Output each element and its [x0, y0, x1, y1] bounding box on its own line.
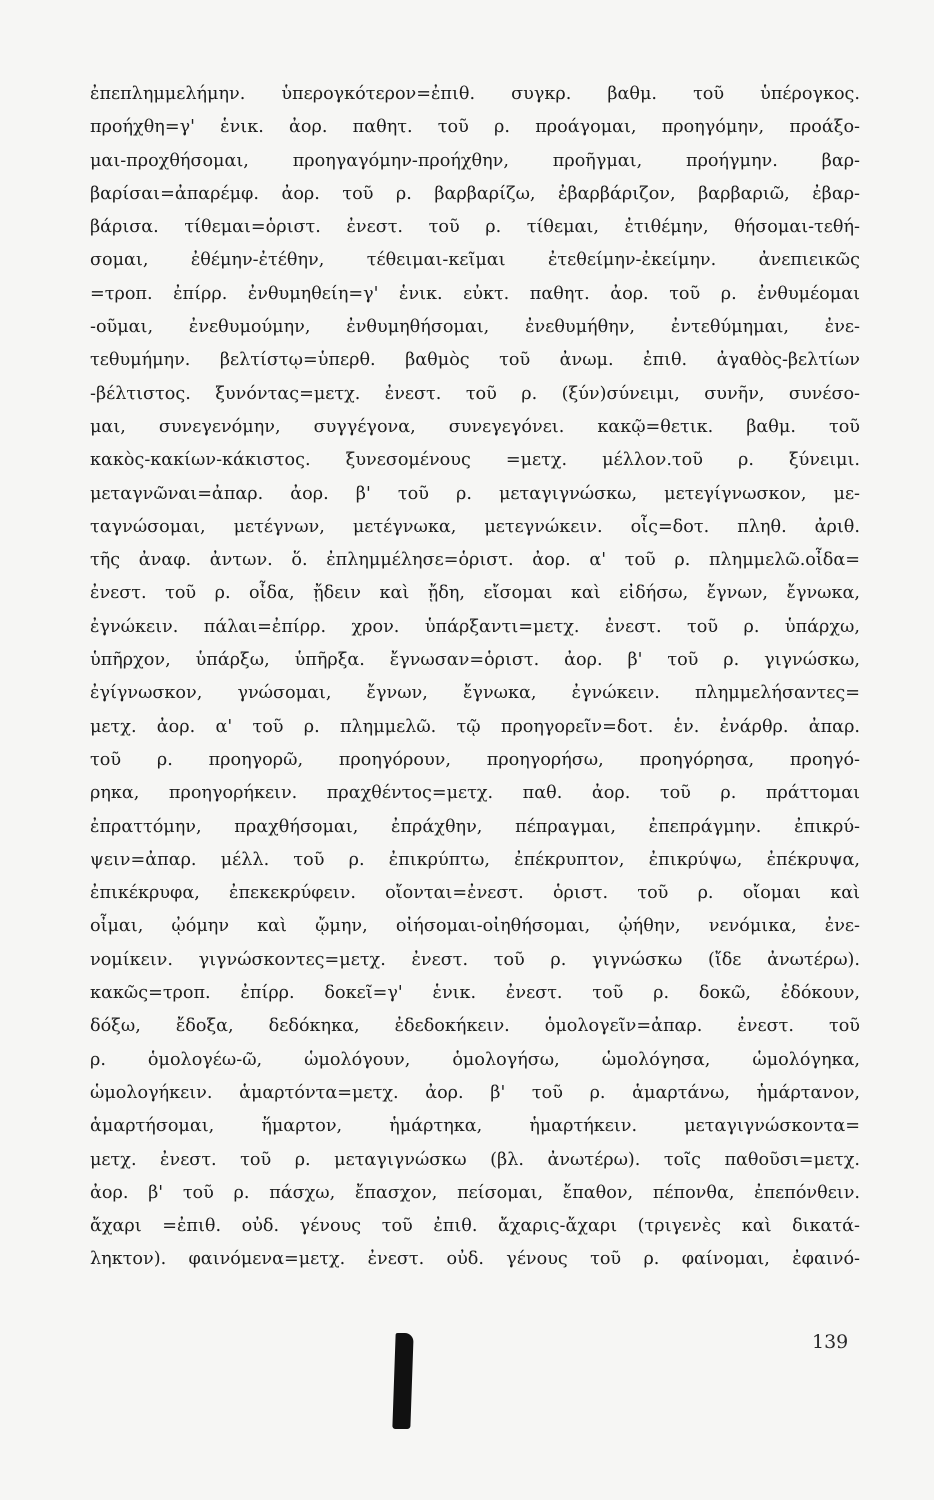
- text-line: δόξω, ἔδοξα, δεδόκηκα, ἐδεδοκήκειν. ὁμολογεῖν=ἀπαρ. ἐνεστ. τοῦ: [90, 1016, 860, 1037]
- text-line: ληκτον). φαινόμενα=μετχ. ἐνεστ. οὐδ. γένους τοῦ ρ. φαίνομαι, ἐφαινό-: [90, 1249, 860, 1270]
- scan-edge-mark: [392, 1333, 413, 1429]
- text-line: ἐπραττόμην, πραχθήσομαι, ἐπράχθην, πέπραγμαι, ἐπεπράγμην. ἐπικρύ-: [90, 816, 860, 837]
- text-line: τοῦ ρ. προηγορῶ, προηγόρουν, προηγορήσω, προηγόρησα, προηγό-: [90, 749, 860, 770]
- text-line: -βέλτιστος. ξυνόντας=μετχ. ἐνεστ. τοῦ ρ. (ξύν)σύνειμι, συνῆν, συνέσο-: [90, 383, 860, 404]
- text-line: νομίκειν. γιγνώσκοντες=μετχ. ἐνεστ. τοῦ ρ. γιγνώσκω (ἴδε ἀνωτέρω).: [90, 949, 860, 970]
- text-line: μαι, συνεγενόμην, συγγέγονα, συνεγεγόνει. κακῷ=θετικ. βαθμ. τοῦ: [90, 416, 860, 437]
- text-line: ἐπικέκρυφα, ἐπεκεκρύφειν. οἴονται=ἐνεστ. ὁριστ. τοῦ ρ. οἴομαι καὶ: [90, 883, 860, 904]
- text-line: προήχθη=γ' ἑνικ. ἀορ. παθητ. τοῦ ρ. προάγομαι, προηγόμην, προάξο-: [90, 117, 860, 138]
- text-line: ἄχαρι =ἐπιθ. οὐδ. γένους τοῦ ἐπιθ. ἄχαρις-ἄχαρι (τριγενὲς καὶ δικατά-: [90, 1216, 860, 1237]
- text-line: ὑπῆρχον, ὑπάρξω, ὑπῆρξα. ἔγνωσαν=ὁριστ. ἀορ. β' τοῦ ρ. γιγνώσκω,: [90, 650, 860, 671]
- text-line: μετχ. ἐνεστ. τοῦ ρ. μεταγιγνώσκω (βλ. ἀνωτέρω). τοῖς παθοῦσι=μετχ.: [90, 1149, 860, 1170]
- text-line: ψειν=ἀπαρ. μέλλ. τοῦ ρ. ἐπικρύπτω, ἐπέκρυπτον, ἐπικρύψω, ἐπέκρυψα,: [90, 849, 860, 870]
- text-line: ἐγίγνωσκον, γνώσομαι, ἔγνων, ἔγνωκα, ἐγνώκειν. πλημμελήσαντες=: [90, 683, 860, 704]
- text-line: =τροπ. ἐπίρρ. ἐνθυμηθείη=γ' ἑνικ. εὐκτ. παθητ. ἀορ. τοῦ ρ. ἐνθυμέομαι: [90, 283, 860, 304]
- page-body-text: [90, 78, 860, 1277]
- text-line: κακὸς-κακίων-κάκιστος. ξυνεσομένους =μετχ. μέλλον.τοῦ ρ. ξύνειμι.: [90, 450, 860, 471]
- text-line: ἁμαρτήσομαι, ἥμαρτον, ἡμάρτηκα, ἡμαρτήκειν. μεταγιγνώσκοντα=: [90, 1116, 860, 1137]
- text-line: βαρίσαι=ἀπαρέμφ. ἀορ. τοῦ ρ. βαρβαρίζω, ἐβαρβάριζον, βαρβαριῶ, ἐβαρ-: [90, 183, 860, 204]
- text-line: σομαι, ἐθέμην-ἐτέθην, τέθειμαι-κεῖμαι ἐτεθείμην-ἐκείμην. ἀνεπιεικῶς: [90, 250, 860, 271]
- text-line: ταγνώσομαι, μετέγνων, μετέγνωκα, μετεγνώκειν. οἷς=δοτ. πληθ. ἀριθ.: [90, 516, 860, 537]
- text-line: μεταγνῶναι=ἀπαρ. ἀορ. β' τοῦ ρ. μεταγιγνώσκω, μετεγίγνωσκον, με-: [90, 483, 860, 504]
- text-line: τῆς ἀναφ. ἀντων. ὅ. ἐπλημμέλησε=ὁριστ. ἀορ. α' τοῦ ρ. πλημμελῶ.οἶδα=: [90, 550, 860, 571]
- text-line: -οῦμαι, ἐνεθυμούμην, ἐνθυμηθήσομαι, ἐνεθυμήθην, ἐντεθύμημαι, ἐνε-: [90, 317, 860, 338]
- text-line: μαι-προχθήσομαι, προηγαγόμην-προήχθην, προῆγμαι, προήγμην. βαρ-: [90, 150, 860, 171]
- text-line: οἶμαι, ᾠόμην καὶ ᾤμην, οἰήσομαι-οἰηθήσομαι, ᾠήθην, νενόμικα, ἐνε-: [90, 916, 860, 937]
- text-line: τεθυμήμην. βελτίστῳ=ὑπερθ. βαθμὸς τοῦ ἀνωμ. ἐπιθ. ἀγαθὸς-βελτίων: [90, 350, 860, 371]
- text-line: ἀορ. β' τοῦ ρ. πάσχω, ἔπασχον, πείσομαι, ἔπαθον, πέπονθα, ἐπεπόνθειν.: [90, 1182, 860, 1203]
- text-line: κακῶς=τροπ. ἐπίρρ. δοκεῖ=γ' ἑνικ. ἐνεστ. τοῦ ρ. δοκῶ, ἐδόκουν,: [90, 983, 860, 1004]
- text-line: μετχ. ἀορ. α' τοῦ ρ. πλημμελῶ. τῷ προηγορεῖν=δοτ. ἑν. ἐνάρθρ. ἀπαρ.: [90, 716, 860, 737]
- text-line: ἐγνώκειν. πάλαι=ἐπίρρ. χρον. ὑπάρξαντι=μετχ. ἐνεστ. τοῦ ρ. ὑπάρχω,: [90, 616, 860, 637]
- text-line: ρ. ὁμολογέω-ῶ, ὡμολόγουν, ὁμολογήσω, ὡμολόγησα, ὡμολόγηκα,: [90, 1049, 860, 1070]
- text-line: βάρισα. τίθεμαι=ὁριστ. ἐνεστ. τοῦ ρ. τίθεμαι, ἐτιθέμην, θήσομαι-τεθή-: [90, 217, 860, 238]
- text-line: ρηκα, προηγορήκειν. πραχθέντος=μετχ. παθ. ἀορ. τοῦ ρ. πράττομαι: [90, 783, 860, 804]
- page-number: 139: [812, 1331, 849, 1353]
- text-line: ἐνεστ. τοῦ ρ. οἶδα, ᾔδειν καὶ ᾔδη, εἴσομαι καὶ εἰδήσω, ἔγνων, ἔγνωκα,: [90, 583, 860, 604]
- text-line: ἐπεπλημμελήμην. ὑπερογκότερον=ἐπιθ. συγκρ. βαθμ. τοῦ ὑπέρογκος.: [90, 84, 860, 104]
- text-line: ὡμολογήκειν. ἁμαρτόντα=μετχ. ἀορ. β' τοῦ ρ. ἁμαρτάνω, ἡμάρτανον,: [90, 1082, 860, 1103]
